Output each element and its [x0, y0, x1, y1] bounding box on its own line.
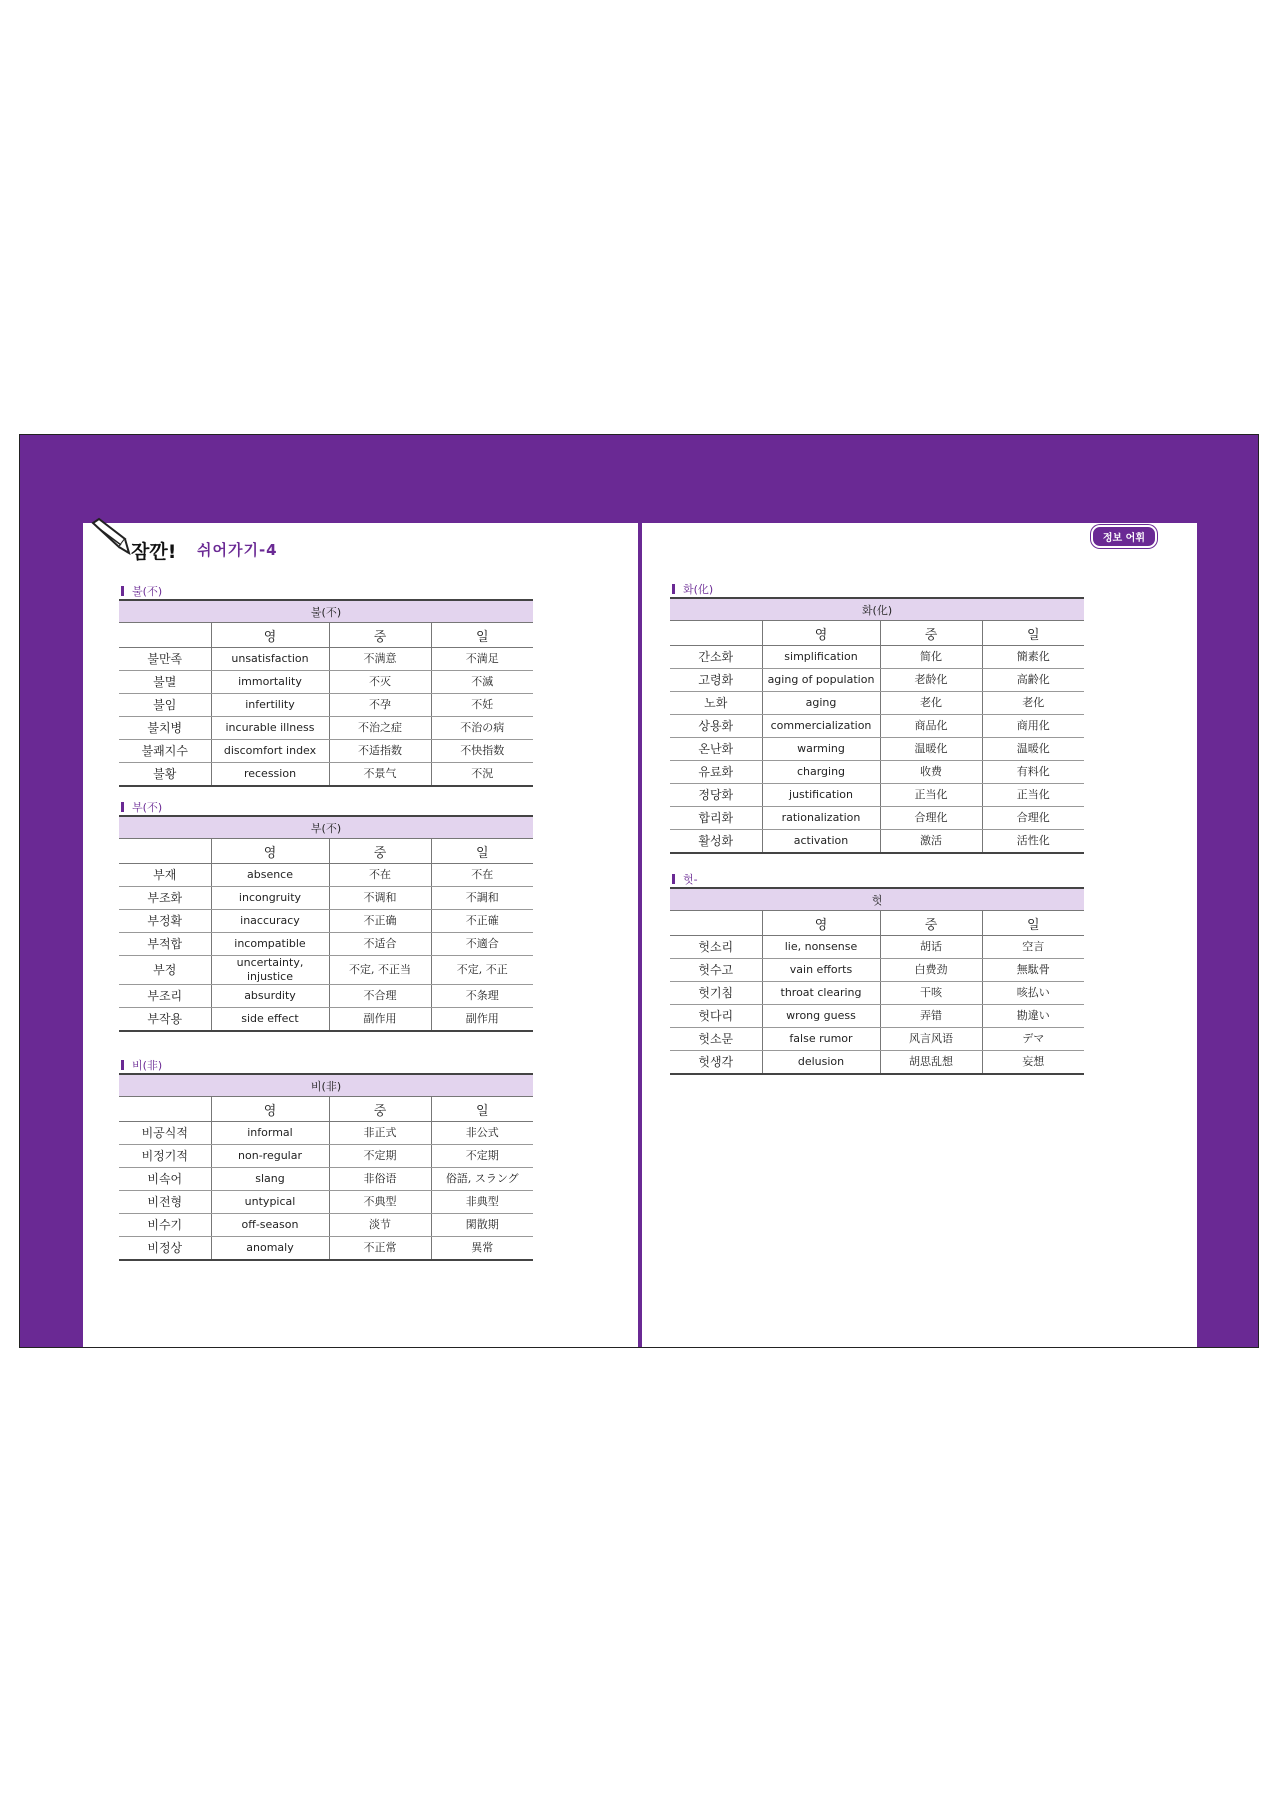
column-header: 일: [431, 1097, 533, 1122]
column-header: 중: [329, 839, 431, 864]
table-row: [119, 1168, 533, 1191]
section-heading: [672, 581, 713, 597]
japanese-term: 不定期: [431, 1145, 533, 1168]
table-row: [670, 715, 1084, 738]
english-term: delusion: [762, 1051, 880, 1075]
english-term: absence: [211, 864, 329, 887]
english-term: infertility: [211, 694, 329, 717]
column-header: [119, 839, 211, 864]
chinese-term: 简化: [880, 646, 982, 669]
chinese-term: 不定期: [329, 1145, 431, 1168]
table-row: [119, 1008, 533, 1032]
vocab-table: [119, 1073, 533, 1261]
japanese-term: 副作用: [431, 1008, 533, 1032]
japanese-term: 不在: [431, 864, 533, 887]
english-term: unsatisfaction: [211, 648, 329, 671]
korean-term: 불쾌지수: [119, 740, 211, 763]
table-row: [670, 1028, 1084, 1051]
column-header: 중: [880, 621, 982, 646]
heading-marker: [121, 586, 124, 596]
table-row: [119, 1214, 533, 1237]
korean-term: 노화: [670, 692, 762, 715]
page-title: 잠깐!: [131, 541, 177, 563]
korean-term: 부정확: [119, 910, 211, 933]
japanese-term: 不治の病: [431, 717, 533, 740]
vocab-table: [119, 599, 533, 787]
english-term: simplification: [762, 646, 880, 669]
english-term: anomaly: [211, 1237, 329, 1261]
korean-term: 비공식적: [119, 1122, 211, 1145]
pencil-icon: [89, 517, 133, 557]
english-term: charging: [762, 761, 880, 784]
section-heading-label: 부(不): [132, 801, 163, 814]
japanese-term: 咳払い: [982, 982, 1084, 1005]
japanese-term: 不満足: [431, 648, 533, 671]
vocab-table: [119, 815, 533, 1032]
table-row: [119, 694, 533, 717]
english-term: justification: [762, 784, 880, 807]
chinese-term: 副作用: [329, 1008, 431, 1032]
chinese-term: 胡话: [880, 936, 982, 959]
korean-term: 부재: [119, 864, 211, 887]
table-row: [670, 830, 1084, 854]
english-term: non-regular: [211, 1145, 329, 1168]
english-term: absurdity: [211, 985, 329, 1008]
chinese-term: 非正式: [329, 1122, 431, 1145]
chinese-term: 不适指数: [329, 740, 431, 763]
english-term: incongruity: [211, 887, 329, 910]
table-header-row: [119, 839, 533, 864]
chinese-term: 老龄化: [880, 669, 982, 692]
chinese-term: 不治之症: [329, 717, 431, 740]
table-caption: 부(不): [119, 816, 533, 839]
column-header: 영: [211, 623, 329, 648]
heading-marker: [121, 802, 124, 812]
column-header: 일: [431, 623, 533, 648]
korean-term: 부적합: [119, 933, 211, 956]
english-term: false rumor: [762, 1028, 880, 1051]
chinese-term: 温暖化: [880, 738, 982, 761]
japanese-term: 不調和: [431, 887, 533, 910]
korean-term: 비전형: [119, 1191, 211, 1214]
japanese-term: 不条理: [431, 985, 533, 1008]
table-row: [670, 1005, 1084, 1028]
japanese-term: 閑散期: [431, 1214, 533, 1237]
korean-term: 불황: [119, 763, 211, 787]
japanese-term: 老化: [982, 692, 1084, 715]
english-term: warming: [762, 738, 880, 761]
chinese-term: 收费: [880, 761, 982, 784]
table-row: [119, 864, 533, 887]
chinese-term: 正当化: [880, 784, 982, 807]
table-row: [119, 1122, 533, 1145]
chinese-term: 风言风语: [880, 1028, 982, 1051]
table-row: [119, 1191, 533, 1214]
chinese-term: 不调和: [329, 887, 431, 910]
korean-term: 비수기: [119, 1214, 211, 1237]
chinese-term: 不孕: [329, 694, 431, 717]
table-row: [119, 887, 533, 910]
korean-term: 상용화: [670, 715, 762, 738]
korean-term: 고령화: [670, 669, 762, 692]
table-row: [670, 784, 1084, 807]
korean-term: 헛소리: [670, 936, 762, 959]
english-term: vain efforts: [762, 959, 880, 982]
korean-term: 온난화: [670, 738, 762, 761]
korean-term: 활성화: [670, 830, 762, 854]
table-header-row: [119, 1097, 533, 1122]
chinese-term: 不正常: [329, 1237, 431, 1261]
vocab-table: [670, 887, 1084, 1075]
japanese-term: 不適合: [431, 933, 533, 956]
table-caption: 헛: [670, 888, 1084, 911]
section-heading-label: 불(不): [132, 585, 163, 598]
japanese-term: 高齢化: [982, 669, 1084, 692]
chinese-term: 不景气: [329, 763, 431, 787]
chinese-term: 合理化: [880, 807, 982, 830]
section-badge: 정보 어휘: [1091, 525, 1157, 548]
japanese-term: 無駄骨: [982, 959, 1084, 982]
english-term: aging of population: [762, 669, 880, 692]
japanese-term: 空言: [982, 936, 1084, 959]
table-row: [670, 738, 1084, 761]
chinese-term: 不适合: [329, 933, 431, 956]
english-term: slang: [211, 1168, 329, 1191]
korean-term: 헛다리: [670, 1005, 762, 1028]
english-term: throat clearing: [762, 982, 880, 1005]
table-row: [119, 671, 533, 694]
chinese-term: 不灭: [329, 671, 431, 694]
column-header: [119, 1097, 211, 1122]
table-row: [670, 936, 1084, 959]
chinese-term: 不定, 不正当: [329, 956, 431, 985]
table-caption: 비(非): [119, 1074, 533, 1097]
japanese-term: 簡素化: [982, 646, 1084, 669]
japanese-term: 不定, 不正: [431, 956, 533, 985]
english-term: recession: [211, 763, 329, 787]
section-heading: [672, 871, 698, 887]
table-row: [119, 763, 533, 787]
table-row: [670, 1051, 1084, 1075]
chinese-term: 激活: [880, 830, 982, 854]
korean-term: 부정: [119, 956, 211, 985]
heading-marker: [672, 874, 675, 884]
column-header: 영: [762, 621, 880, 646]
table-row: [119, 1237, 533, 1261]
table-row: [670, 959, 1084, 982]
chinese-term: 不合理: [329, 985, 431, 1008]
table-header-row: [670, 621, 1084, 646]
japanese-term: 妄想: [982, 1051, 1084, 1075]
english-term: immortality: [211, 671, 329, 694]
table-row: [119, 933, 533, 956]
korean-term: 합리화: [670, 807, 762, 830]
korean-term: 헛소문: [670, 1028, 762, 1051]
book-spread: [19, 434, 1259, 1348]
english-term: commercialization: [762, 715, 880, 738]
english-term: aging: [762, 692, 880, 715]
english-term: off-season: [211, 1214, 329, 1237]
column-header: 영: [762, 911, 880, 936]
chinese-term: 不满意: [329, 648, 431, 671]
japanese-term: 有料化: [982, 761, 1084, 784]
japanese-term: 不快指数: [431, 740, 533, 763]
korean-term: 간소화: [670, 646, 762, 669]
column-header: 중: [880, 911, 982, 936]
vocab-table: [670, 597, 1084, 854]
column-header: 일: [431, 839, 533, 864]
page-subtitle: 쉬어가기-4: [197, 541, 278, 559]
korean-term: 비속어: [119, 1168, 211, 1191]
korean-term: 정당화: [670, 784, 762, 807]
korean-term: 헛기침: [670, 982, 762, 1005]
japanese-term: デマ: [982, 1028, 1084, 1051]
section-heading-label: 헛-: [683, 873, 698, 886]
english-term: incompatible: [211, 933, 329, 956]
japanese-term: 異常: [431, 1237, 533, 1261]
japanese-term: 不滅: [431, 671, 533, 694]
korean-term: 불만족: [119, 648, 211, 671]
column-header: [670, 621, 762, 646]
chinese-term: 不典型: [329, 1191, 431, 1214]
chinese-term: 干咳: [880, 982, 982, 1005]
section-heading-label: 화(化): [683, 583, 714, 596]
table-header-row: [119, 623, 533, 648]
chinese-term: 非俗语: [329, 1168, 431, 1191]
korean-term: 부조리: [119, 985, 211, 1008]
japanese-term: 勘違い: [982, 1005, 1084, 1028]
korean-term: 헛수고: [670, 959, 762, 982]
korean-term: 유료화: [670, 761, 762, 784]
table-row: [670, 692, 1084, 715]
korean-term: 불치병: [119, 717, 211, 740]
english-term: informal: [211, 1122, 329, 1145]
korean-term: 헛생각: [670, 1051, 762, 1075]
korean-term: 부작용: [119, 1008, 211, 1032]
heading-marker: [121, 1060, 124, 1070]
chinese-term: 老化: [880, 692, 982, 715]
table-row: [119, 985, 533, 1008]
table-row: [670, 669, 1084, 692]
table-caption: 불(不): [119, 600, 533, 623]
korean-term: 불임: [119, 694, 211, 717]
column-header: 일: [982, 911, 1084, 936]
chinese-term: 白费劲: [880, 959, 982, 982]
table-row: [119, 1145, 533, 1168]
japanese-term: 非典型: [431, 1191, 533, 1214]
column-header: 영: [211, 839, 329, 864]
japanese-term: 非公式: [431, 1122, 533, 1145]
chinese-term: 弄错: [880, 1005, 982, 1028]
right-page: [642, 523, 1197, 1347]
english-term: discomfort index: [211, 740, 329, 763]
chinese-term: 不正确: [329, 910, 431, 933]
japanese-term: 商用化: [982, 715, 1084, 738]
korean-term: 비정기적: [119, 1145, 211, 1168]
table-header-row: [670, 911, 1084, 936]
japanese-term: 不正確: [431, 910, 533, 933]
table-row: [119, 910, 533, 933]
table-row: [670, 982, 1084, 1005]
japanese-term: 合理化: [982, 807, 1084, 830]
english-term: activation: [762, 830, 880, 854]
table-row: [670, 761, 1084, 784]
japanese-term: 正当化: [982, 784, 1084, 807]
column-header: 일: [982, 621, 1084, 646]
column-header: 중: [329, 1097, 431, 1122]
column-header: 영: [211, 1097, 329, 1122]
table-caption: 화(化): [670, 598, 1084, 621]
column-header: 중: [329, 623, 431, 648]
japanese-term: 俗語, スラング: [431, 1168, 533, 1191]
chinese-term: 淡节: [329, 1214, 431, 1237]
left-page: [83, 523, 638, 1347]
japanese-term: 不況: [431, 763, 533, 787]
section-heading: [121, 1057, 162, 1073]
section-heading: [121, 583, 162, 599]
table-row: [119, 717, 533, 740]
english-term: lie, nonsense: [762, 936, 880, 959]
english-term: wrong guess: [762, 1005, 880, 1028]
korean-term: 비정상: [119, 1237, 211, 1261]
table-row: [119, 648, 533, 671]
table-row: [119, 956, 533, 985]
korean-term: 불멸: [119, 671, 211, 694]
table-row: [670, 807, 1084, 830]
english-term: inaccuracy: [211, 910, 329, 933]
english-term: incurable illness: [211, 717, 329, 740]
column-header: [670, 911, 762, 936]
english-term: uncertainty, injustice: [211, 956, 329, 985]
table-row: [119, 740, 533, 763]
heading-marker: [672, 584, 675, 594]
english-term: untypical: [211, 1191, 329, 1214]
japanese-term: 不妊: [431, 694, 533, 717]
english-term: side effect: [211, 1008, 329, 1032]
chinese-term: 商品化: [880, 715, 982, 738]
section-heading-label: 비(非): [132, 1059, 163, 1072]
chinese-term: 不在: [329, 864, 431, 887]
chinese-term: 胡思乱想: [880, 1051, 982, 1075]
section-heading: [121, 799, 162, 815]
english-term: rationalization: [762, 807, 880, 830]
japanese-term: 温暖化: [982, 738, 1084, 761]
japanese-term: 活性化: [982, 830, 1084, 854]
table-row: [670, 646, 1084, 669]
korean-term: 부조화: [119, 887, 211, 910]
column-header: [119, 623, 211, 648]
